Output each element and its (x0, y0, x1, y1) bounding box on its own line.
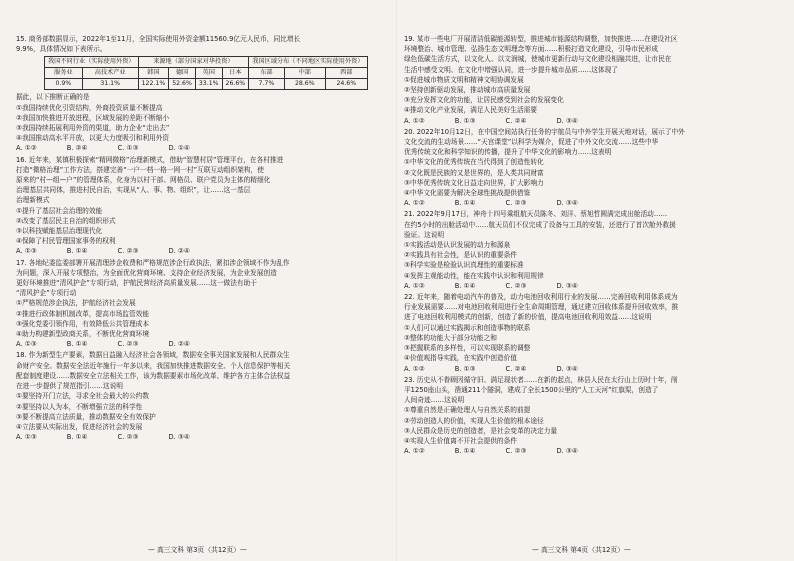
choice-d[interactable]: D. ②④ (168, 247, 190, 256)
choice-c[interactable]: C. ②④ (505, 364, 527, 373)
option-1: ①中华文化的优秀传统在当代得到了创造性转化 (404, 158, 544, 167)
option-2: ②改变了基层民主自治的组织形式 (16, 216, 116, 225)
choice-a[interactable]: A. ①② (404, 364, 425, 373)
option-2: ②文化既是民族的又是世界的，是人类共同财富 (404, 168, 544, 177)
q22-line: 进了电池回收利用模式的创新，创造了新的价值，提高电池回收利用效益……这说明 (404, 313, 652, 322)
option-1: ①要坚持开门立法，寻求全社会最大的公约数 (16, 392, 150, 401)
choice-d[interactable]: D. ③④ (556, 199, 578, 208)
choice-b[interactable]: B. ②④ (66, 144, 88, 153)
choice-c[interactable]: C. ②③ (117, 247, 139, 256)
option-4: ④中华文化需要为解决全球性挑战提供借鉴 (404, 189, 531, 198)
option-3: ③我国持续拓展利用外资的渠道，助力企业“走出去” (16, 124, 170, 133)
q15-stem-2: 9.9%，具体情况如下表所示。 (16, 45, 107, 54)
question-15 (16, 34, 388, 154)
q19-line: 环境整治、城市管理、弘扬生态文明理念等方面……积极打造文化建设，引导市民形成 (404, 45, 659, 54)
option-1: ①严格规范涉企执法，护航经济社会发展 (16, 299, 136, 308)
choice-b[interactable]: B. ①③ (454, 116, 476, 125)
choice-a[interactable]: A. ①② (404, 199, 425, 208)
question-17 (16, 258, 388, 350)
choice-d[interactable]: D. ②④ (168, 340, 190, 349)
choice-a[interactable]: A. ①③ (16, 340, 37, 349)
q20-line: 文化交流的生动场景……“天宫课堂”以科学为媒介，促进了中外文化交流……这些中华 (404, 138, 659, 147)
q16-line: 打造“微格治理”工作方法，搭建完善“一户一档一格一网一村”互联互动组织架构，使 (16, 165, 264, 174)
option-2: ②我国加快推进开放进程，区域发展的差距不断缩小 (16, 113, 170, 122)
table-col: 东部 (249, 68, 284, 79)
option-4: ④价值观指导实践，在实践中创造价值 (404, 354, 517, 363)
option-4: ④发挥主观能动性，能在实践中认识和利用规律 (404, 271, 544, 280)
option-3: ③人民群众是历史的创造者，是社会变革的决定力量 (404, 426, 558, 435)
choice-b[interactable]: B. ①④ (454, 281, 476, 290)
question-23 (404, 375, 776, 457)
table-col: 英国 (195, 68, 222, 79)
option-1: ①人们可以通过实践揭示和创造事物的联系 (404, 323, 531, 332)
option-1: ①提升了基层社会治理的效能 (16, 206, 103, 215)
question-20 (404, 127, 776, 209)
table-cell: 31.1% (82, 79, 138, 90)
choice-b[interactable]: B. ①④ (454, 199, 476, 208)
question-19 (404, 34, 776, 126)
page-fold (396, 0, 397, 561)
table-header-region: 我国区域分布（不同地区实际使用外资） (249, 57, 367, 68)
q21-line: 21. 2022年9月17日，神舟十四号乘组航天员陈冬、刘洋、蔡旭哲圆满完成出舱活动…… (404, 210, 668, 219)
option-3: ③要不断提高立法质量，推动数据安全有效保护 (16, 412, 156, 421)
option-4: ④我国推动高水平开放，以更大力度吸引和利用外资 (16, 134, 170, 143)
table-cell: 0.9% (45, 79, 83, 90)
choice-d[interactable]: D. ①④ (168, 144, 190, 153)
page-4 (404, 34, 776, 538)
q17-line: 17. 各地纪委监委部署开展清理涉企收费和严格规范涉企行政执法，紧扣涉企领域不作为乱作 (16, 258, 290, 267)
choice-b[interactable]: B. ①③ (454, 364, 476, 373)
table-cell: 26.6% (222, 79, 249, 90)
q19-line: 19. 某市一些电厂开展清洁低碳能源转型，推进城市能源结构调整，加快推进……在建设社区 (404, 35, 678, 43)
option-2: ②整体的功能大于部分功能之和 (404, 333, 497, 342)
option-2: ②劳动创造人的价值，实现人生价值的根本途径 (404, 416, 544, 425)
page-3 (16, 34, 388, 538)
option-1: ①我国持续优化引资结构，外商投资质量不断提高 (16, 103, 163, 112)
choice-c[interactable]: C. ①③ (117, 144, 139, 153)
q20-line: 20. 2022年10月12日，在中国空间站执行任务的宇航员与中外学生开展天地对话，展示了中外 (404, 127, 685, 136)
q15-stem-1: 15. 商务部数据显示，2022年1至11月，全国实际使用外资金额11560.9亿元人民币，同比增长 (16, 35, 301, 43)
fdi-table (44, 56, 368, 90)
option-3: ③科学实验是检验认识真理性的重要标准 (404, 261, 524, 270)
answer-choices (404, 281, 776, 291)
table-cell: 7.7% (249, 79, 284, 90)
table-col: 服务业 (45, 68, 83, 79)
table-header-industry: 我国不同行业（实际使用外资） (45, 57, 139, 68)
choice-c[interactable]: C. ②③ (117, 433, 139, 442)
choice-c[interactable]: C. ②④ (505, 116, 527, 125)
choice-c[interactable]: C. ②③ (505, 281, 527, 290)
answer-choices (16, 339, 388, 349)
q17-line: “清风护企”专项行动 (16, 289, 77, 298)
table-col: 韩国 (138, 68, 169, 79)
choice-a[interactable]: A. ①② (404, 281, 425, 290)
option-2: ②实践具有社会性，是认识的重要条件 (404, 251, 517, 260)
table-col: 中部 (284, 68, 325, 79)
answer-choices (404, 198, 776, 208)
table-cell: 122.1% (138, 79, 169, 90)
choice-d[interactable]: D. ③④ (556, 364, 578, 373)
table-cell: 28.6% (284, 79, 325, 90)
q22-line: 22. 近年来，随着电动汽车的普及，动力电池回收利用行业的发展……完善回收利用体系成为 (404, 293, 678, 302)
option-2: ②要坚持以人为本，不断增强立法的科学性 (16, 402, 143, 411)
q18-line: 配套制度建设……数据安全立法相关工作，该为数据要素市场化改革、维护各方主体合法权益 (16, 371, 291, 380)
option-3: ③以科技赋能基层治理现代化 (16, 227, 103, 236)
option-1: ①尊重自然是正确处理人与自然关系的前提 (404, 406, 531, 415)
choice-b[interactable]: B. ①④ (454, 447, 476, 456)
choice-d[interactable]: D. ③④ (556, 447, 578, 456)
choice-a[interactable]: A. ①② (404, 116, 425, 125)
page-footer-3: — 高三文科 第3页（共12页）— (148, 546, 247, 554)
choice-b[interactable]: B. ①④ (66, 340, 88, 349)
table-col: 德国 (169, 68, 196, 79)
page-footer-4: — 高三文科 第4页（共12页）— (532, 546, 631, 554)
table-col: 西部 (326, 68, 368, 79)
answer-choices (16, 143, 388, 153)
q19-line: 绿色低碳生活方式，以文化人、以文润城，使城市更新行动与文化建设相融共进，让市民在 (404, 55, 672, 64)
table-cell: 24.6% (326, 79, 368, 90)
question-18 (16, 350, 388, 442)
table-cell: 33.1% (195, 79, 222, 90)
option-4: ④助力构建新型政商关系，不断优化营商环境 (16, 330, 150, 339)
q16-line: 治理基层共同体，推进村民自治，实现从“人、事、物、组织”，让……这一基层 (16, 186, 251, 195)
option-3: ③充分发挥文化的功能，让居民感受到社会的发展变化 (404, 96, 564, 105)
choice-d[interactable]: D. ③④ (556, 116, 578, 125)
q21-line: 在约5小时的出舱活动中……航天员们不仅完成了设备与工具的安装，还进行了首次舱外救援 (404, 220, 676, 229)
choice-d[interactable]: D. ③④ (168, 433, 190, 442)
answer-choices (404, 116, 776, 126)
option-2: ②坚持创新驱动发展，推动城市高质量发展 (404, 86, 531, 95)
question-16 (16, 155, 388, 257)
q16-line: 治理新模式 (16, 196, 50, 205)
q18-line: 18. 作为新型生产要素，数据日益融入经济社会各领域，数据安全事关国家发展和人民群众生 (16, 351, 290, 360)
option-4: ④实现人生价值离不开社会提供的条件 (404, 436, 517, 445)
choice-a[interactable]: A. ①③ (16, 247, 37, 256)
q21-line: 验证。这说明 (404, 230, 445, 239)
choice-d[interactable]: D. ③④ (556, 281, 578, 290)
option-1: ①促进城市物质文明和精神文明协调发展 (404, 75, 524, 84)
answer-choices (404, 364, 776, 374)
choice-c[interactable]: C. ②③ (505, 447, 527, 456)
choice-c[interactable]: C. ②③ (117, 340, 139, 349)
choice-a[interactable]: A. ①③ (16, 433, 37, 442)
option-4: ④保障了村民管理国家事务的权利 (16, 237, 116, 246)
choice-c[interactable]: C. ②③ (505, 199, 527, 208)
q22-line: 行业发展需要……对电池回收利用进行全生命周期管理，通过建立回收体系提升回收效率，推 (404, 303, 679, 312)
table-col: 高技术产业 (82, 68, 138, 79)
q23-line: 23. 历史从不眷顾因循守旧、满足现状者……在新的起点，林县人民在太行山上历时十年，削 (404, 375, 678, 384)
table-cell: 52.6% (169, 79, 196, 90)
option-3: ③强化党委引领作用，有效降低公共管理成本 (16, 319, 150, 328)
answer-choices (16, 246, 388, 256)
choice-b[interactable]: B. ①④ (66, 433, 88, 442)
answer-choices (404, 446, 776, 456)
question-21 (404, 209, 776, 291)
question-22 (404, 292, 776, 374)
q17-line: 更好环境推进“清风护企”专项行动，护航民营经济高质量发展……这一做法有助于 (16, 279, 257, 288)
option-4: ④推动文化产业发展，满足人民美好生活需要 (404, 106, 538, 115)
choice-b[interactable]: B. ①④ (66, 247, 88, 256)
q23-line: 平1250座山头，凿通211个隧洞，建成了全长1500公里的“人工天河”红旗渠，创造了 (404, 385, 659, 394)
table-header-source: 来源地（部分国家对华投资） (138, 57, 249, 68)
choice-a[interactable]: A. ①② (404, 447, 425, 456)
q19-line: 生活中感受文明、在文化中增强认同，进一步提升城市品质……这体现了 (404, 65, 618, 74)
option-3: ③把握联系的多样性，可以实现联系的调整 (404, 344, 531, 353)
q15-prompt: 据此，以下推断正确的是 (16, 93, 90, 102)
q20-line: 优秀传统文化和科学知识的传播，提升了中华文化的影响力……这表明 (404, 148, 612, 157)
answer-choices (16, 432, 388, 442)
option-4: ④立法要从实际出发，促进经济社会的发展 (16, 422, 143, 431)
table-col: 日本 (222, 68, 249, 79)
q18-line: 命财产安全。数据安全法近年施行一年多以来，我国加快推进数据安全、个人信息保护等相关 (16, 361, 291, 370)
q16-line: 16. 近年来，某镇积极探索“精网微格”治理新模式，借助“智慧村居”管理平台，在各村推进 (16, 155, 284, 164)
option-1: ①实践活动是认识发展的动力和源泉 (404, 241, 511, 250)
option-3: ③中华优秀传统文化日益走向世界，扩大影响力 (404, 178, 544, 187)
q16-line: 原来的“村—组—户”的管理体系，化身为以村干部、网格员、联户党员为主体的精细化 (16, 176, 271, 185)
q18-line: 在进一步提供了规范指引……这说明 (16, 382, 123, 391)
q23-line: 人间奇迹……这说明 (404, 396, 465, 405)
choice-a[interactable]: A. ①② (16, 144, 37, 153)
option-2: ②推进行政体制机制改革，提高市场监管效能 (16, 309, 150, 318)
q17-line: 为问题，深入开展专项整治，为全面优化营商环境、支持企业经济发展，为企业发展创造 (16, 268, 277, 277)
